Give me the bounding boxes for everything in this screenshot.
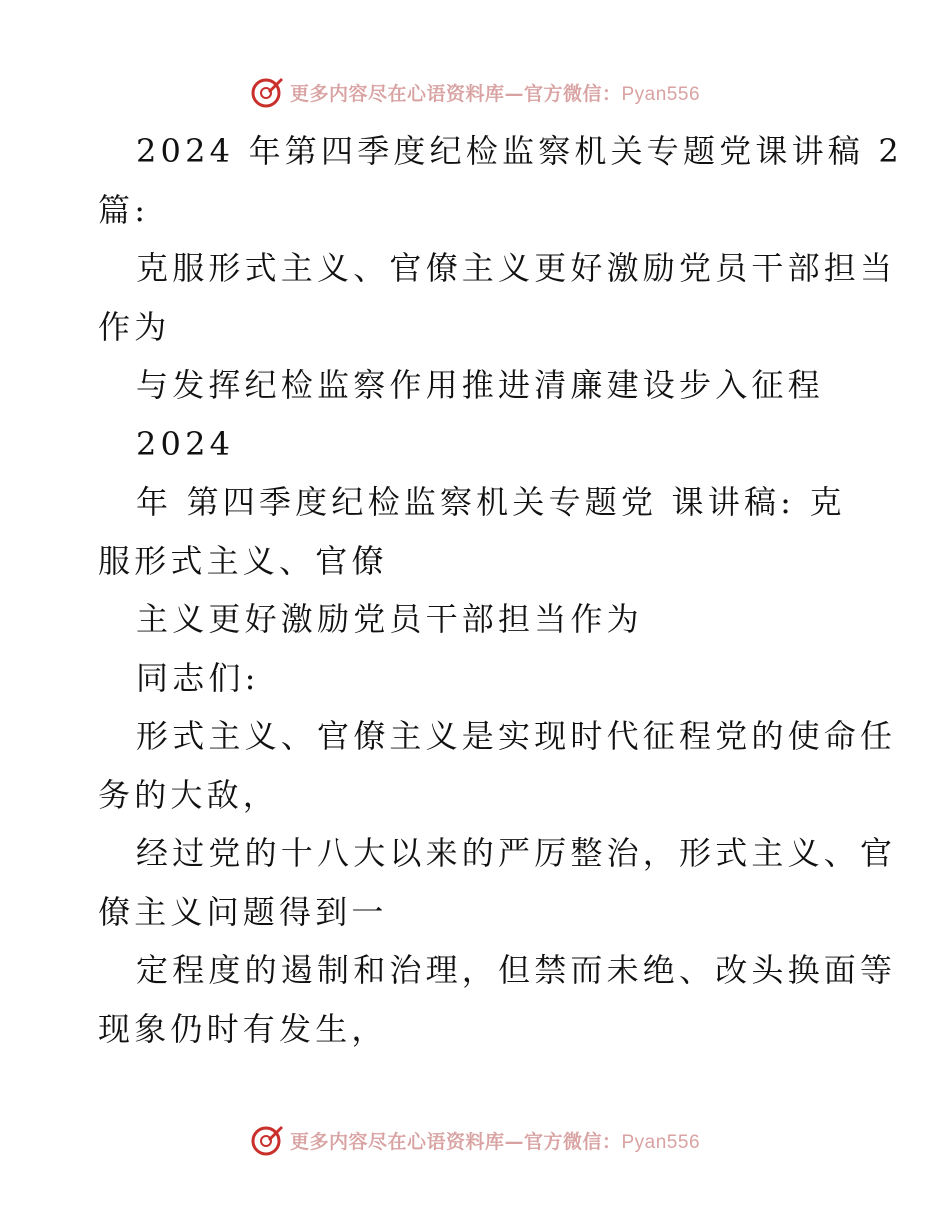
text-line: 克服形式主义、官僚主义更好激励党员干部担当: [136, 249, 897, 287]
pen-logo-icon: [250, 1123, 284, 1157]
text-line: 形式主义、官僚主义是实现时代征程党的使命任: [136, 717, 897, 755]
text-line: 定程度的遏制和治理，但禁而未绝、改头换面等: [136, 951, 897, 989]
text-line: 同志们:: [136, 658, 260, 697]
text-line: 篇:: [98, 190, 150, 229]
watermark-text: 更多内容尽在心语资料库—官方微信：Pyan556: [289, 1130, 701, 1153]
text-line: 服形式主义、官僚: [98, 541, 388, 580]
text-line: 年 第四季度纪检监察机关专题党 课讲稿: 克: [136, 483, 846, 521]
text-line: 2024: [136, 424, 235, 463]
document-body: [98, 122, 903, 1058]
text-line: 2024 年第四季度纪检监察机关专题党课讲稿 2: [136, 132, 903, 170]
pen-logo-icon: [250, 75, 284, 109]
footer-watermark: [0, 1120, 950, 1160]
text-line: 现象仍时有发生，: [98, 1009, 388, 1048]
text-line: 与发挥纪检监察作用推进清廉建设步入征程: [136, 366, 824, 404]
text-line: 务的大敌，: [98, 775, 280, 814]
text-line: 作为: [98, 307, 171, 346]
text-line: 经过党的十八大以来的严厉整治，形式主义、官: [136, 834, 897, 872]
text-line: 僚主义问题得到一: [98, 892, 388, 931]
watermark-text: 更多内容尽在心语资料库—官方微信：Pyan556: [289, 82, 701, 105]
text-line: 主义更好激励党员干部担当作为: [136, 600, 643, 638]
header-watermark: [0, 72, 950, 112]
